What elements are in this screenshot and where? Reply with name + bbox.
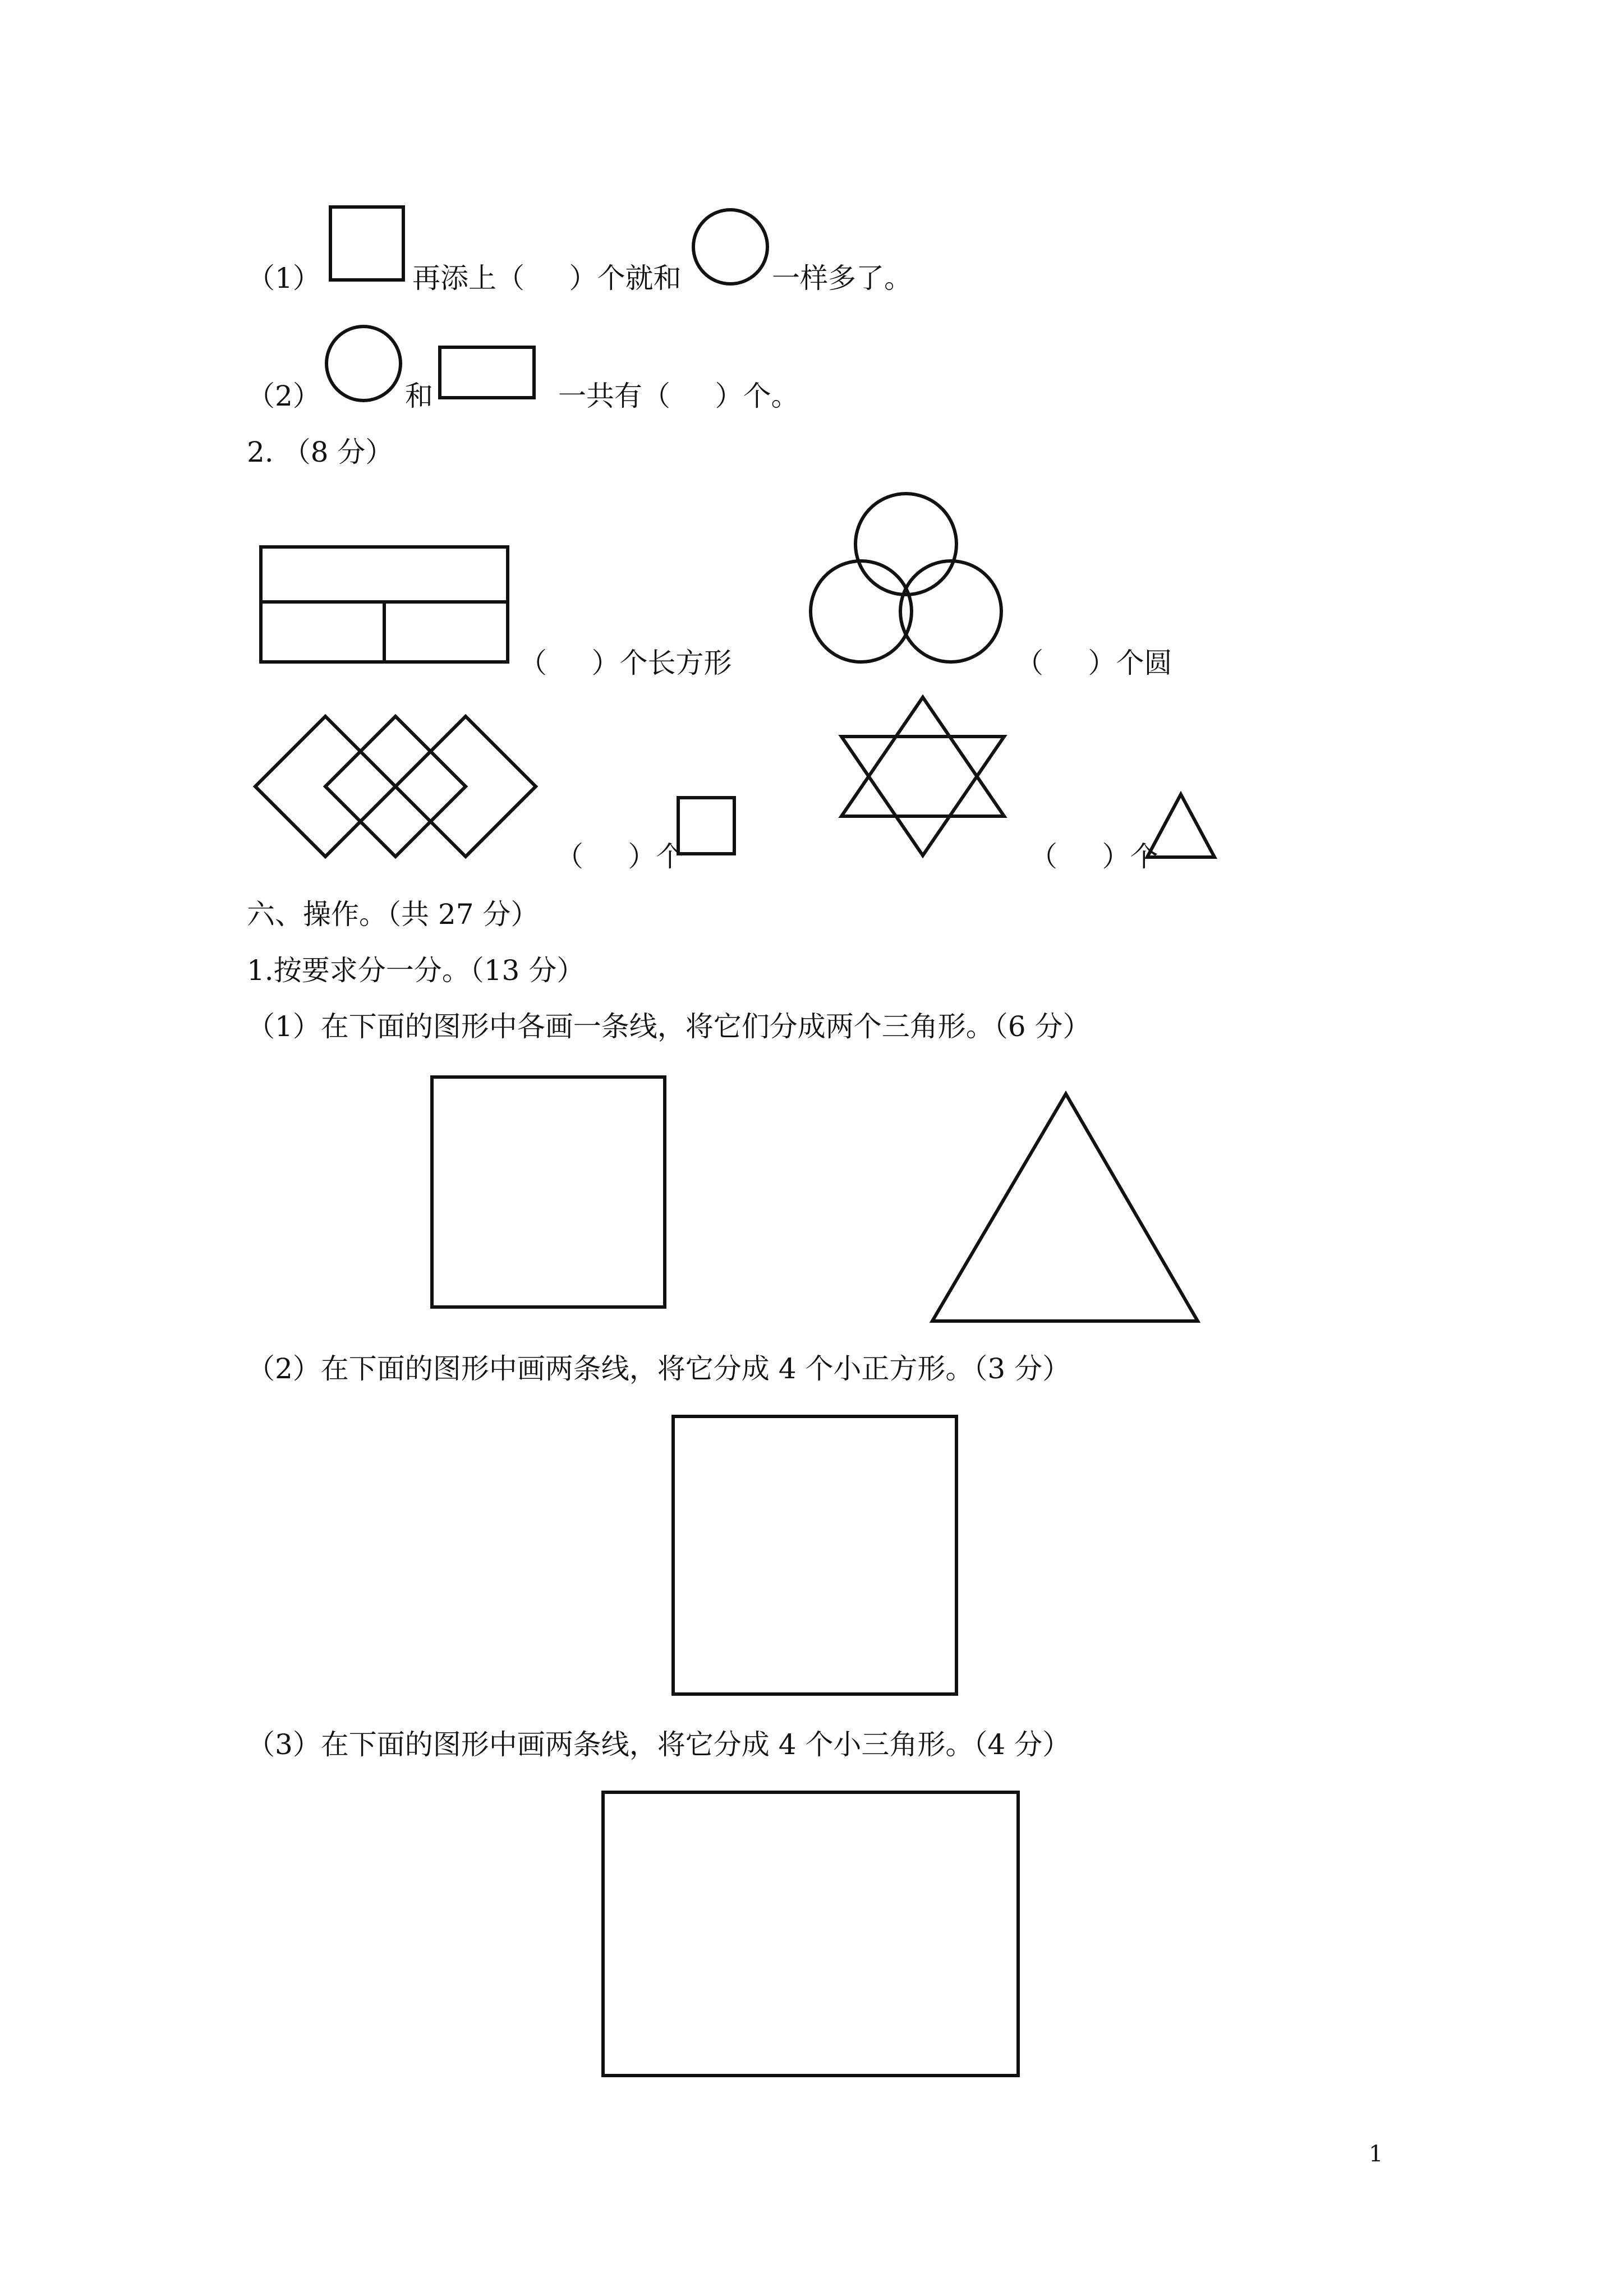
- subtask-3-text: （3）在下面的图形中画两条线，将它分成 4 个小三角形。（4 分）: [247, 1728, 1071, 1761]
- square-figure: [328, 205, 407, 283]
- small-square-figure: [676, 795, 738, 857]
- diamonds-figure: [252, 712, 544, 864]
- task-square-2-figure: [670, 1414, 962, 1700]
- circle-figure: [324, 324, 405, 405]
- q1-line1-text-a: 再添上（ ）个就和: [412, 262, 682, 295]
- rectangles-figure: [258, 544, 516, 668]
- task-square-figure: [429, 1074, 670, 1315]
- subtask-2-text: （2）在下面的图形中画两条线，将它分成 4 个小正方形。（3 分）: [247, 1352, 1071, 1385]
- triangle-count-answer: （ ）个: [1029, 840, 1158, 873]
- q1-line2-prefix: （2）: [247, 380, 321, 412]
- three-circles-figure: [808, 494, 1004, 673]
- rectangle-figure: [438, 345, 539, 401]
- small-triangle-figure: [1144, 791, 1223, 861]
- task-triangle-figure: [928, 1091, 1203, 1327]
- subtask-1-text: （1）在下面的图形中各画一条线，将它们分成两个三角形。（6 分）: [247, 1010, 1091, 1043]
- rect-count-answer: （ ）个长方形: [519, 647, 732, 679]
- circle-count-answer: （ ）个圆: [1015, 647, 1172, 679]
- q2-header: 2. （8 分）: [247, 436, 394, 468]
- star-of-david-figure: [836, 693, 1010, 861]
- circle-figure: [691, 208, 772, 288]
- task-rectangle-figure: [600, 1789, 1024, 2081]
- q1-line2-text-a: 和: [405, 380, 433, 412]
- square-count-answer: （ ）个: [555, 840, 684, 873]
- task-1-title: 1.按要求分一分。（13 分）: [247, 954, 585, 987]
- q1-line2-text-b: 一共有（ ）个。: [558, 380, 799, 412]
- page-number: 1: [1369, 2141, 1383, 2167]
- q1-line1-text-b: 一样多了。: [772, 262, 912, 295]
- section-6-title: 六、操作。（共 27 分）: [247, 898, 539, 931]
- q1-line1-prefix: （1）: [247, 262, 321, 295]
